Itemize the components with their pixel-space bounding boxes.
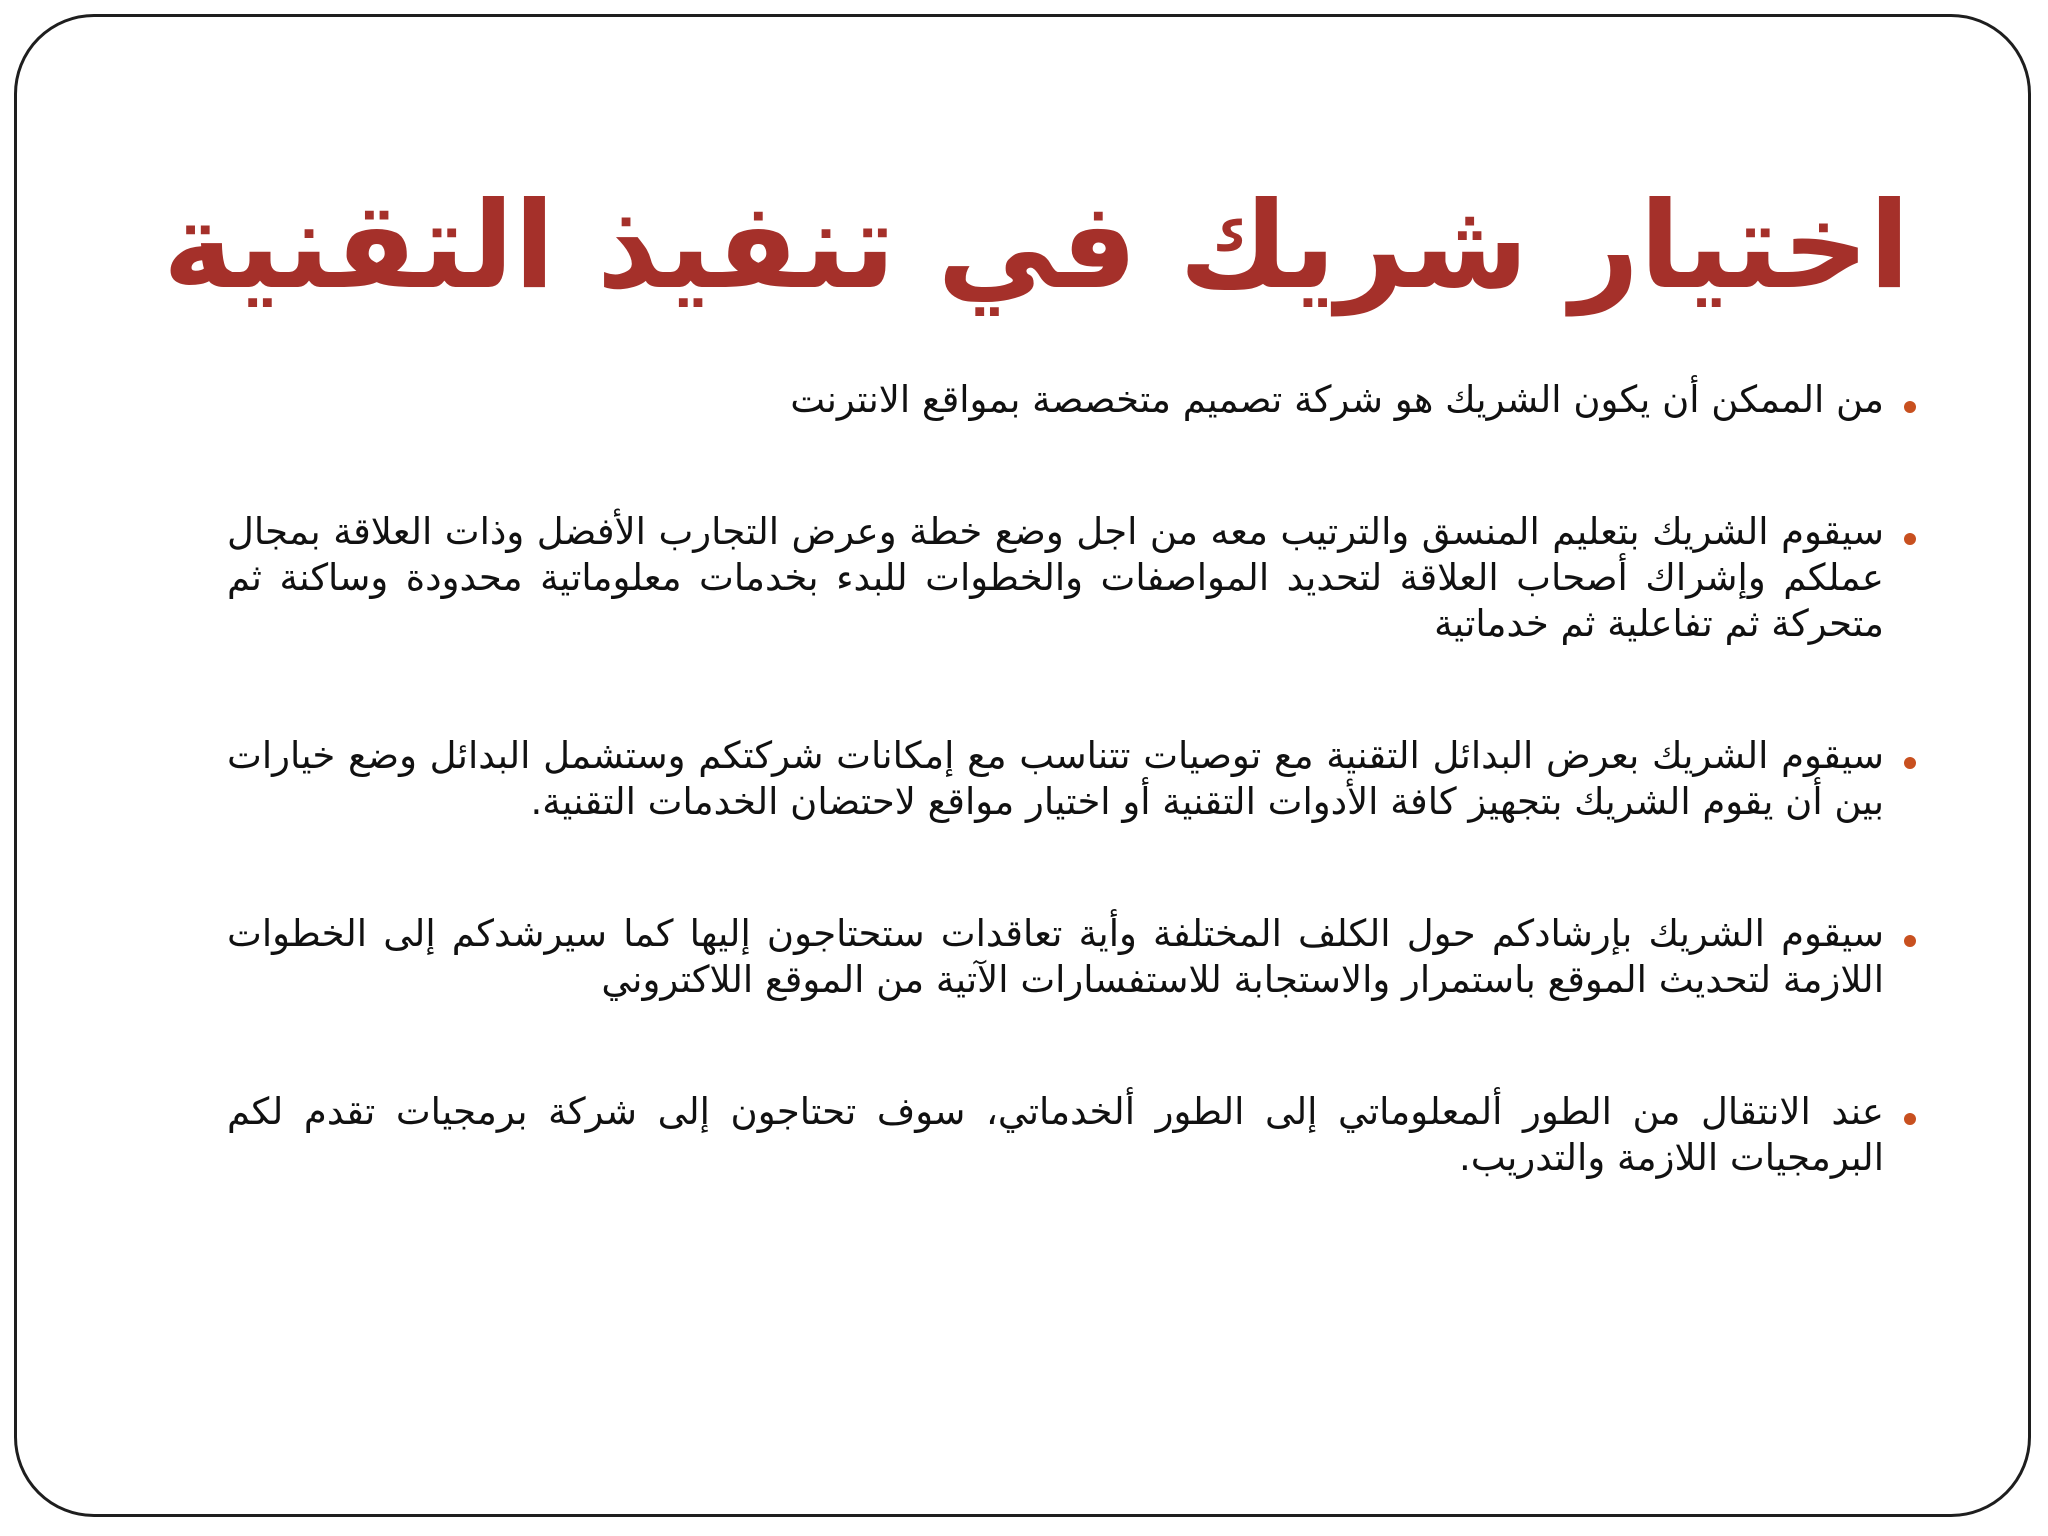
bullet-item xyxy=(221,509,1916,647)
bullet-item xyxy=(221,377,1916,423)
bullet-dot-icon xyxy=(1904,935,1916,947)
bullet-text: سيقوم الشريك بعرض البدائل التقنية مع توصيات تتناسب مع إمكانات شركتكم وستشمل البدائل وضع خيارات بين أن يقوم الشريك بتجهيز كافة الأدوات التقنية أو اختيار مواقع لاحتضان الخدمات التقنية. xyxy=(227,734,1884,823)
bullet-dot-icon xyxy=(1904,401,1916,413)
bullet-text: سيقوم الشريك بتعليم المنسق والترتيب معه من اجل وضع خطة وعرض التجارب الأفضل وذات العلاقة بمجال عملكم وإشراك أصحاب العلاقة لتحديد المواصفات والخطوات للبدء بخدمات معلوماتية محدودة وساكنة ثم متحركة ثم تفاعلية ثم خدماتية xyxy=(227,510,1884,645)
bullet-text: عند الانتقال من الطور ألمعلوماتي إلى الطور ألخدماتي، سوف تحتاجون إلى شركة برمجيات تقدم لكم البرمجيات اللازمة والتدريب. xyxy=(227,1090,1884,1179)
bullet-dot-icon xyxy=(1904,533,1916,545)
bullet-item xyxy=(221,733,1916,825)
bullet-text: سيقوم الشريك بإرشادكم حول الكلف المختلفة وأية تعاقدات ستحتاجون إليها كما سيرشدكم إلى الخطوات اللازمة لتحديث الموقع باستمرار والاستجابة للاستفسارات الآتية من الموقع اللاكتروني xyxy=(227,912,1884,1001)
bullet-text: من الممكن أن يكون الشريك هو شركة تصميم متخصصة بمواقع الانترنت xyxy=(790,378,1884,421)
slide-frame xyxy=(14,14,2031,1517)
bullet-item xyxy=(221,1089,1916,1181)
bullet-dot-icon xyxy=(1904,1113,1916,1125)
slide-title: اختيار شريك في تنفيذ التقنية xyxy=(162,177,1910,316)
bullet-list xyxy=(221,377,1916,1181)
bullet-item xyxy=(221,911,1916,1003)
bullet-dot-icon xyxy=(1904,757,1916,769)
